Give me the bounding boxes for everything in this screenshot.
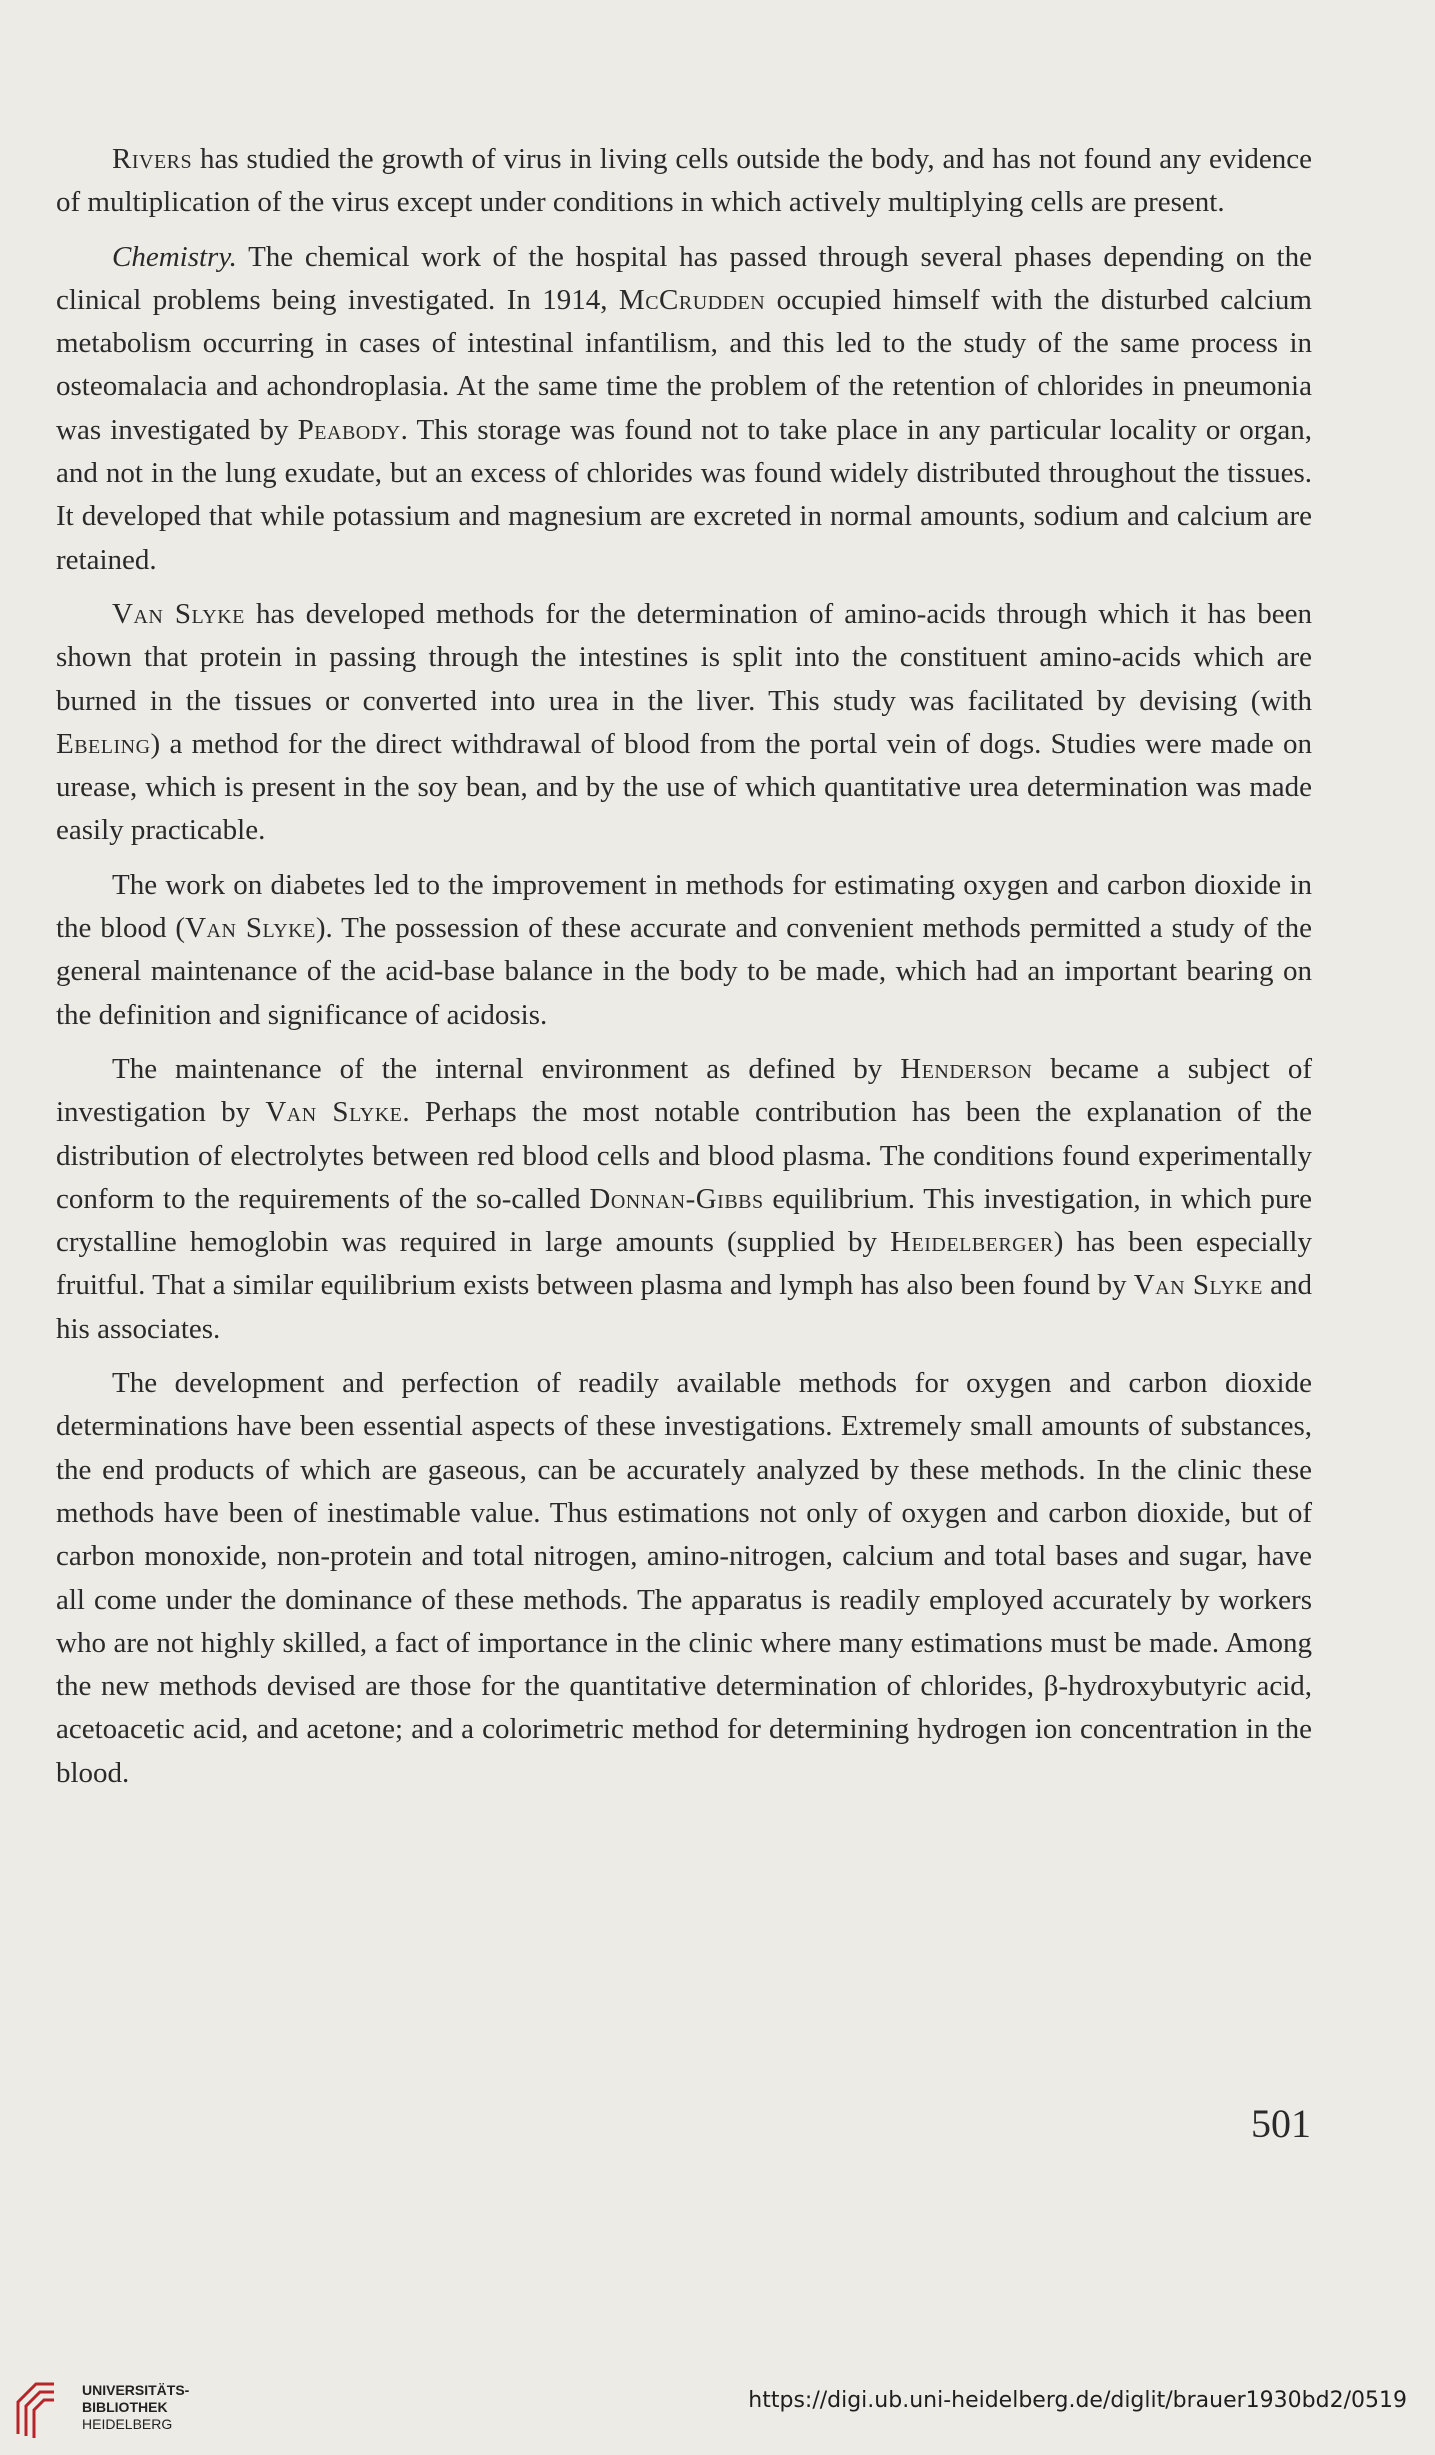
- ub-heidelberg-logo-icon: [14, 2376, 76, 2442]
- source-url[interactable]: https://digi.ub.uni-heidelberg.de/diglit/brauer1930bd2/0519: [748, 2388, 1407, 2413]
- text-run: The development and perfection of readily available methods for oxygen and carbon dioxide determinations have been essential aspects of these investigations. Extremely small amounts of substances, the end products of which are gaseous, can be accurately analyzed by these methods. In the clinic these methods have been of inestimable value. Thus estimations not only of oxygen and carbon dioxide, but of carbon monoxide, non-protein and total nitrogen, amino-nitrogen, calcium and total bases and sugar, have all come under the dominance of these methods. The apparatus is readily employed accurately by workers who are not highly skilled, a fact of importance in the clinic where many estimations must be made. Among the new methods devised are those for the quantitative determination of chlorides, β-hydroxybutyric acid, acetoacetic acid, and acetone; and a colorimetric method for determining hydrogen ion concentration in the blood.: [56, 1367, 1312, 1789]
- library-name: [82, 2382, 189, 2433]
- section-heading: Chemistry.: [112, 240, 237, 273]
- text-run: ) has been especially fruitful. That a similar equilibrium exists between plasma and lymph has also been found by: [56, 1226, 1312, 1302]
- person-name: Henderson: [900, 1052, 1033, 1085]
- text-run: The chemical work of the hospital has passed through several phases depending on the clinical problems being investigated. In 1914,: [56, 240, 1312, 316]
- person-name: Van Slyke: [265, 1096, 403, 1129]
- paragraph: [56, 138, 1312, 225]
- paragraph: [56, 593, 1312, 853]
- library-name-line1: UNIVERSITÄTS-: [82, 2382, 190, 2398]
- text-run: ). The possession of these accurate and convenient methods permitted a study of the general maintenance of the acid-base balance in the body to be made, which had an important bearing on the definition and significance of acidosis.: [56, 912, 1312, 1031]
- paragraph: [56, 236, 1312, 582]
- person-name: Van Slyke: [1133, 1269, 1263, 1302]
- text-run: and his associates.: [56, 1269, 1312, 1345]
- text-run: The work on diabetes led to the improvement in methods for estimating oxygen and carbon dioxide in the blood (: [56, 868, 1312, 945]
- person-name: McCrudden: [618, 283, 766, 316]
- paragraph: [56, 1048, 1312, 1351]
- text-run: has developed methods for the determination of amino-acids through which it has been shown that protein in passing through the intestines is split into the constituent amino-acids which are burned in the tissues or converted into urea in the liver. This study was facilitated by devising (with: [56, 597, 1312, 717]
- text-run: occupied himself with the disturbed calcium metabolism occurring in cases of intestinal infantilism, and this led to the study of the same process in osteomalacia and achondroplasia. At the same time the problem of the retention of chlorides in pneumonia was investigated by: [56, 283, 1312, 446]
- text-run: equilibrium. This investigation, in which pure crystalline hemoglobin was required in large amounts (supplied by: [56, 1182, 1312, 1259]
- person-name: Van Slyke: [112, 597, 245, 630]
- library-name-line3: HEIDELBERG: [82, 2416, 173, 2432]
- text-run: The maintenance of the internal environment as defined by: [112, 1052, 901, 1085]
- text-run: ) a method for the direct withdrawal of blood from the portal vein of dogs. Studies were made on urease, which is present in the soy bean, and by the use of which quantitative urea determination was made easily practicable.: [56, 727, 1312, 847]
- person-name: Rivers: [112, 143, 193, 175]
- text-run: . This storage was found not to take place in any particular locality or organ, and not in the lung exudate, but an excess of chlorides was found widely distributed throughout the tissues. It developed that while potassium and magnesium are excreted in normal amounts, sodium and calcium are retained.: [56, 413, 1312, 576]
- page-number: 501: [1251, 2101, 1311, 2146]
- paragraph: [56, 1362, 1312, 1795]
- person-name: Heidelberger: [890, 1226, 1054, 1259]
- paragraph: [56, 864, 1312, 1037]
- person-name: Donnan-Gibbs: [589, 1182, 764, 1215]
- person-name: Ebeling: [56, 727, 151, 760]
- person-name: Van Slyke: [185, 912, 316, 945]
- library-name-line2: BIBLIOTHEK: [82, 2399, 168, 2415]
- body-text: [56, 138, 1312, 1806]
- text-run: became a subject of investigation by: [56, 1052, 1312, 1129]
- text-run: . Perhaps the most notable contribution has been the explanation of the distribution of electrolytes between red blood cells and blood plasma. The conditions found experimentally conform to the requirements of the so-called: [56, 1096, 1312, 1215]
- text-run: has studied the growth of virus in living cells outside the body, and has not found any evidence of multiplication of the virus except under conditions in which actively multiplying cells are present.: [56, 143, 1312, 219]
- person-name: Peabody: [297, 413, 401, 446]
